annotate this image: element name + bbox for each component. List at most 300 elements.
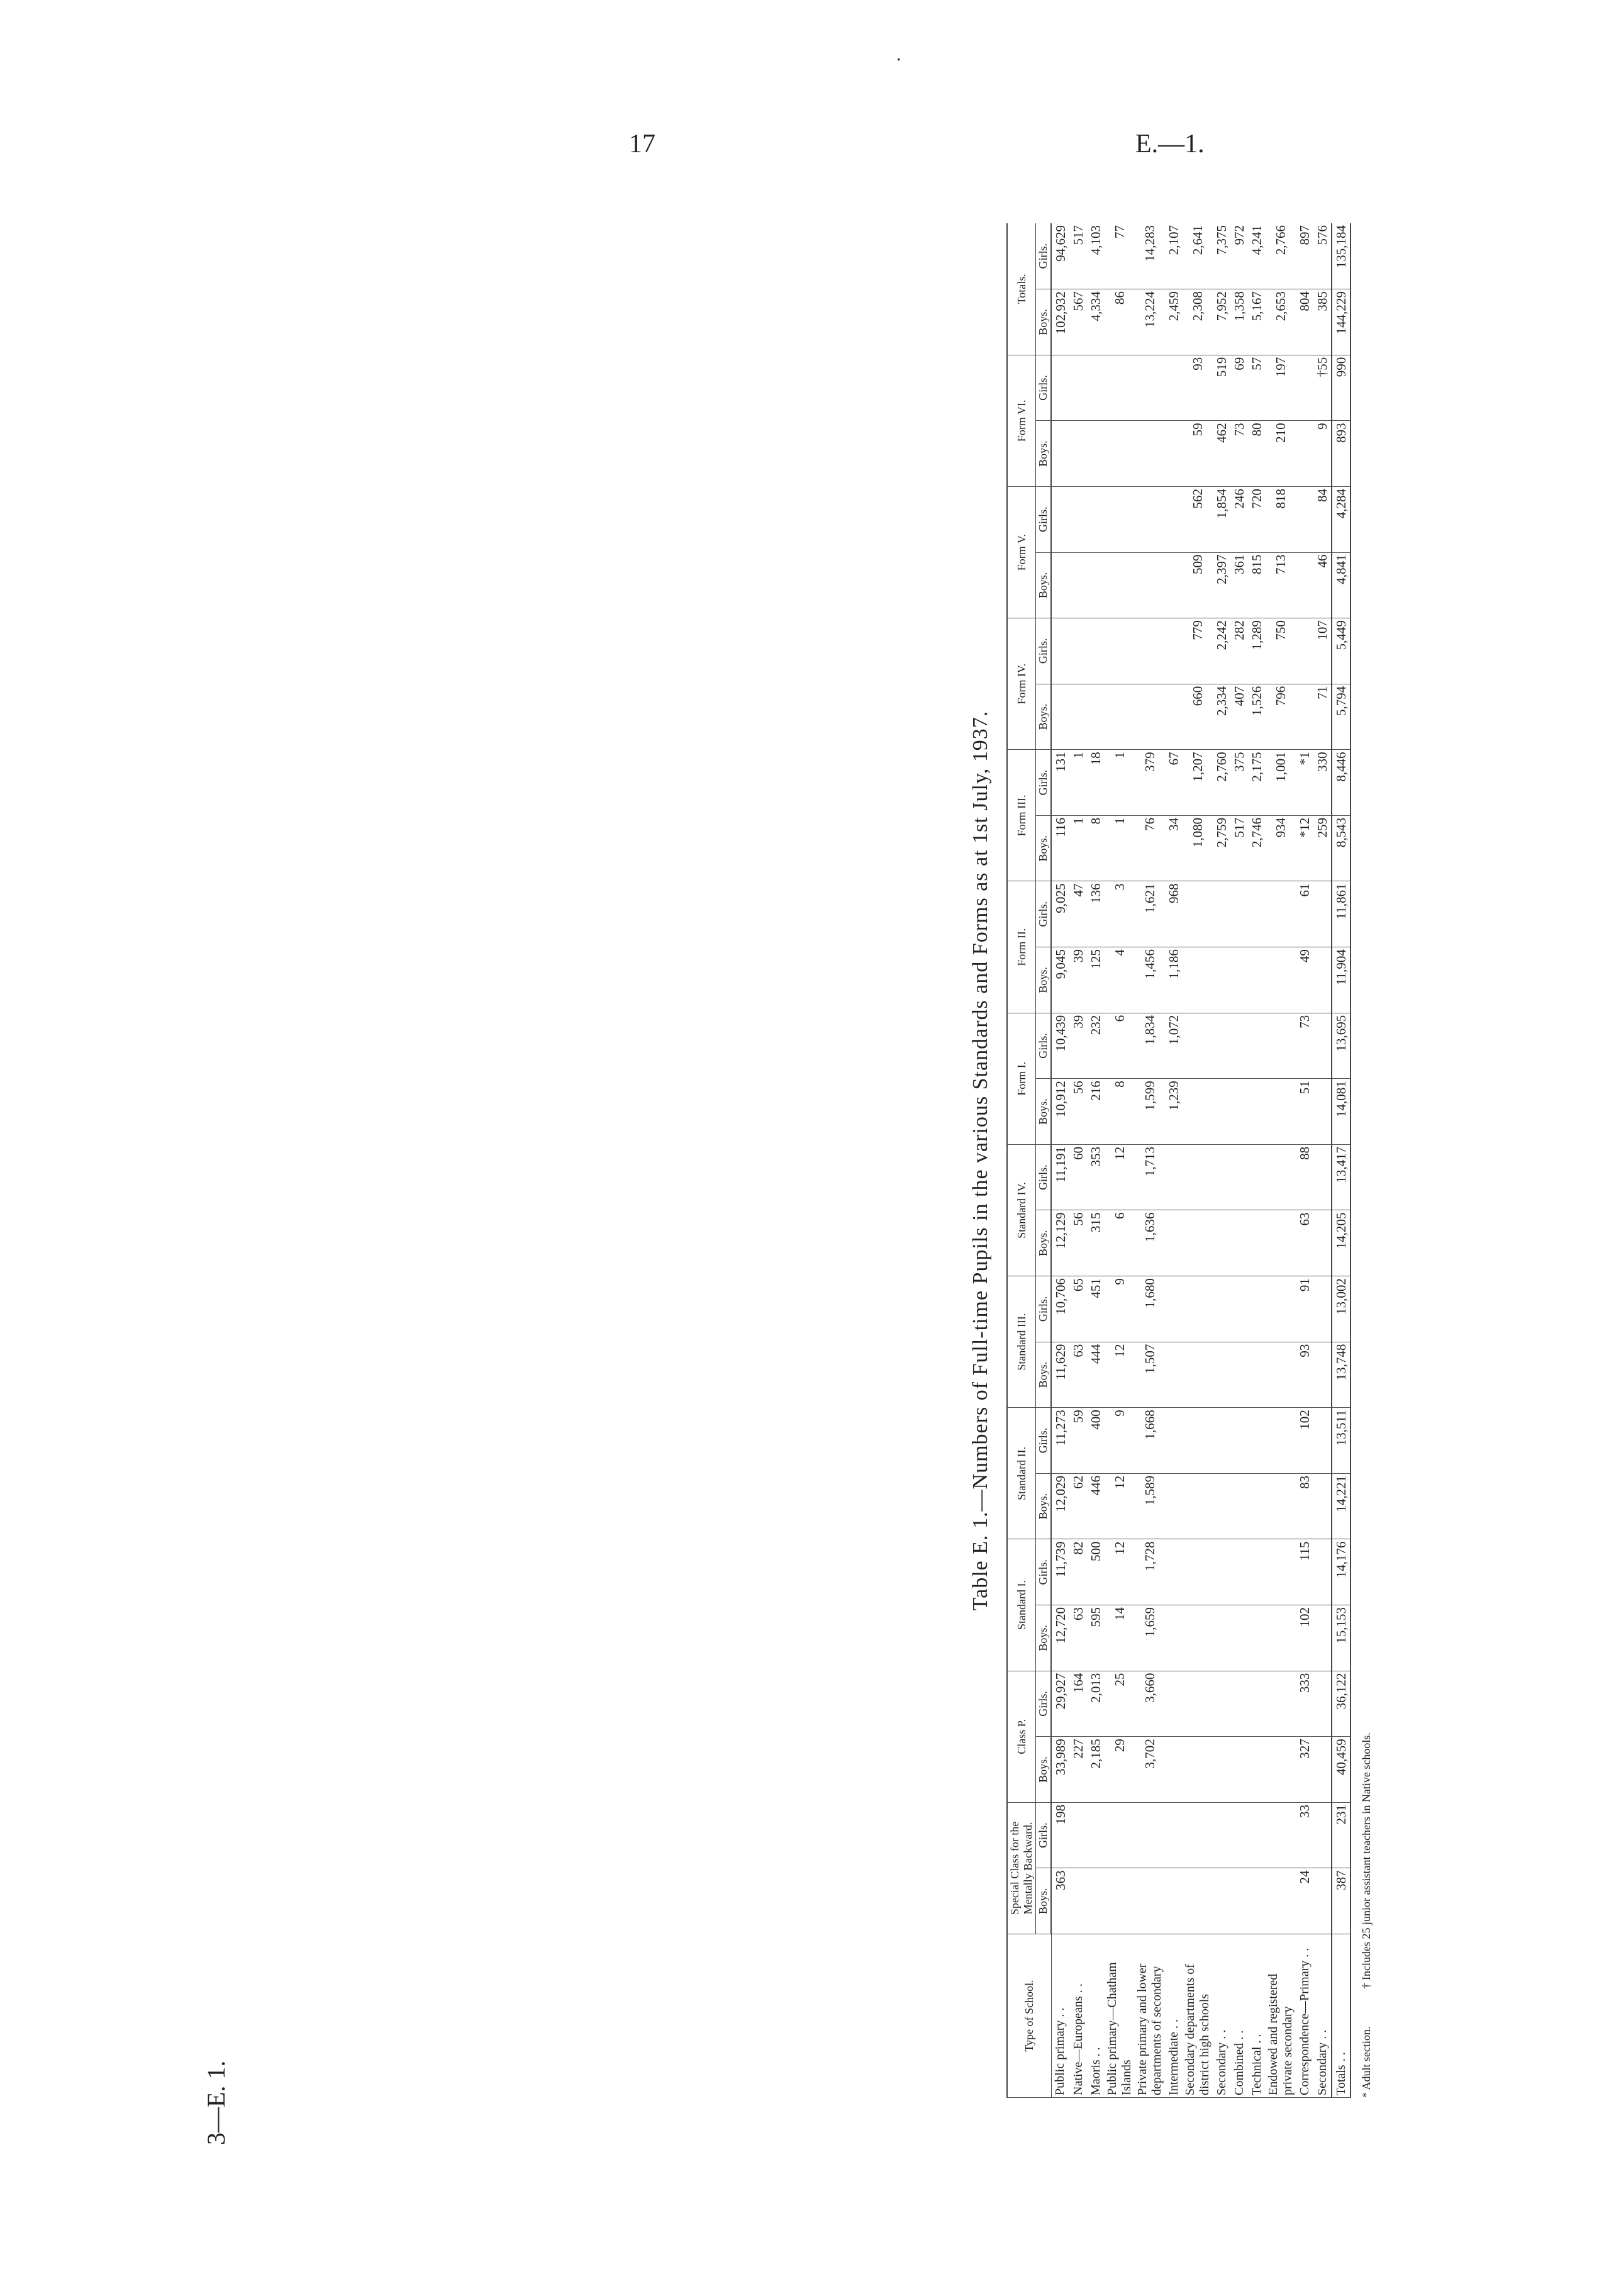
value-cell: 1,621	[1135, 881, 1165, 947]
value-cell: 972	[1230, 223, 1248, 289]
value-cell: 67	[1165, 750, 1183, 816]
table-body	[1051, 223, 1351, 2098]
value-cell: 25	[1105, 1671, 1135, 1737]
value-cell: 11,191	[1051, 1144, 1069, 1210]
school-type-cell: Technical . .	[1248, 1934, 1266, 2098]
school-type-cell: Native—Europeans . .	[1069, 1934, 1087, 2098]
value-cell: 6	[1105, 1210, 1135, 1276]
value-cell	[1165, 552, 1183, 618]
value-cell	[1069, 1868, 1087, 1934]
value-cell: 24	[1296, 1868, 1313, 1934]
page-code: E.—1.	[1135, 130, 1205, 159]
value-cell	[1313, 947, 1332, 1013]
value-cell: 93	[1183, 355, 1213, 421]
value-cell	[1313, 1539, 1332, 1605]
value-cell	[1313, 1276, 1332, 1342]
value-cell: 519	[1213, 355, 1230, 421]
value-cell	[1183, 1539, 1213, 1605]
table-row	[1183, 223, 1213, 2098]
value-cell: 282	[1230, 618, 1248, 684]
value-cell: 136	[1087, 881, 1105, 947]
value-cell: 63	[1296, 1210, 1313, 1276]
value-cell	[1051, 421, 1069, 487]
value-cell: 5,449	[1332, 618, 1351, 684]
page-number: 17	[629, 130, 655, 159]
girls-header: Girls.	[1036, 881, 1052, 947]
value-cell	[1266, 947, 1296, 1013]
value-cell	[1135, 684, 1165, 750]
value-cell: 1,713	[1135, 1144, 1165, 1210]
value-cell: 60	[1069, 1144, 1087, 1210]
value-cell: 69	[1230, 355, 1248, 421]
value-cell: 7,952	[1213, 289, 1230, 355]
value-cell	[1135, 552, 1165, 618]
value-cell: 51	[1296, 1079, 1313, 1145]
value-cell	[1183, 1737, 1213, 1803]
sub-header-row	[1036, 223, 1052, 2098]
group-header: Form III.	[1007, 750, 1036, 881]
value-cell: 8	[1087, 815, 1105, 881]
school-type-cell: Public primary . .	[1051, 1934, 1069, 2098]
boys-header: Boys.	[1036, 421, 1052, 487]
value-cell	[1051, 618, 1069, 684]
value-cell: 576	[1313, 223, 1332, 289]
value-cell: 3,702	[1135, 1737, 1165, 1803]
value-cell: 34	[1165, 815, 1183, 881]
value-cell	[1213, 1276, 1230, 1342]
value-cell	[1296, 355, 1313, 421]
value-cell: 12	[1105, 1342, 1135, 1408]
value-cell: 86	[1105, 289, 1135, 355]
value-cell: 246	[1230, 486, 1248, 552]
value-cell	[1313, 1210, 1332, 1276]
value-cell: 18	[1087, 750, 1105, 816]
value-cell: †55	[1313, 355, 1332, 421]
value-cell	[1183, 1408, 1213, 1474]
rotated-table-region	[969, 223, 1604, 2098]
value-cell: 1,239	[1165, 1079, 1183, 1145]
value-cell: 1,668	[1135, 1408, 1165, 1474]
value-cell	[1105, 355, 1135, 421]
value-cell: 3	[1105, 881, 1135, 947]
group-header: Class P.	[1007, 1671, 1036, 1802]
value-cell	[1296, 552, 1313, 618]
group-header: Standard IV.	[1007, 1144, 1036, 1276]
value-cell: 33,989	[1051, 1737, 1069, 1803]
value-cell	[1087, 618, 1105, 684]
value-cell	[1183, 1868, 1213, 1934]
value-cell: 12,029	[1051, 1473, 1069, 1539]
value-cell	[1248, 1079, 1266, 1145]
value-cell: 11,629	[1051, 1342, 1069, 1408]
value-cell: 4,334	[1087, 289, 1105, 355]
value-cell	[1230, 1342, 1248, 1408]
value-cell	[1165, 1342, 1183, 1408]
value-cell	[1087, 421, 1105, 487]
girls-header: Girls.	[1036, 1802, 1052, 1868]
boys-header: Boys.	[1036, 684, 1052, 750]
value-cell: 2,459	[1165, 289, 1183, 355]
value-cell: 1,001	[1266, 750, 1296, 816]
value-cell	[1230, 1671, 1248, 1737]
value-cell	[1213, 1013, 1230, 1079]
value-cell	[1135, 618, 1165, 684]
value-cell: 1,589	[1135, 1473, 1165, 1539]
value-cell	[1296, 421, 1313, 487]
value-cell	[1248, 1539, 1266, 1605]
value-cell	[1105, 618, 1135, 684]
value-cell: 11,273	[1051, 1408, 1069, 1474]
value-cell: 29,927	[1051, 1671, 1069, 1737]
value-cell: 1,680	[1135, 1276, 1165, 1342]
value-cell: 893	[1332, 421, 1351, 487]
value-cell	[1248, 1605, 1266, 1671]
value-cell: 13,748	[1332, 1342, 1351, 1408]
value-cell: 14,081	[1332, 1079, 1351, 1145]
table-row	[1213, 223, 1230, 2098]
value-cell	[1051, 552, 1069, 618]
value-cell	[1105, 684, 1135, 750]
value-cell	[1313, 1079, 1332, 1145]
value-cell: 15,153	[1332, 1605, 1351, 1671]
value-cell: 9	[1313, 421, 1332, 487]
school-type-cell: Correspondence—Primary . .	[1296, 1934, 1313, 2098]
value-cell	[1087, 684, 1105, 750]
value-cell: 10,912	[1051, 1079, 1069, 1145]
value-cell: 1,599	[1135, 1079, 1165, 1145]
type-header: Type of School.	[1007, 1934, 1051, 2098]
school-type-cell: Public primary—Chatham Islands	[1105, 1934, 1135, 2098]
value-cell	[1266, 1605, 1296, 1671]
value-cell	[1069, 618, 1087, 684]
value-cell: 46	[1313, 552, 1332, 618]
value-cell: 71	[1313, 684, 1332, 750]
boys-header: Boys.	[1036, 815, 1052, 881]
value-cell	[1266, 1868, 1296, 1934]
value-cell	[1105, 1868, 1135, 1934]
value-cell: 76	[1135, 815, 1165, 881]
value-cell: 39	[1069, 1013, 1087, 1079]
value-cell: 232	[1087, 1013, 1105, 1079]
girls-header: Girls.	[1036, 1144, 1052, 1210]
value-cell: 2,641	[1183, 223, 1213, 289]
value-cell: 135,184	[1332, 223, 1351, 289]
value-cell	[1183, 1671, 1213, 1737]
value-cell: 9	[1105, 1276, 1135, 1342]
value-cell: 517	[1230, 815, 1248, 881]
value-cell	[1248, 1473, 1266, 1539]
value-cell: 80	[1248, 421, 1266, 487]
value-cell	[1266, 1276, 1296, 1342]
value-cell	[1313, 1868, 1332, 1934]
value-cell	[1266, 1144, 1296, 1210]
value-cell	[1230, 1473, 1248, 1539]
value-cell: 9	[1105, 1408, 1135, 1474]
value-cell	[1165, 1868, 1183, 1934]
table-row	[1165, 223, 1183, 2098]
boys-header: Boys.	[1036, 1473, 1052, 1539]
value-cell	[1230, 1605, 1248, 1671]
value-cell	[1213, 1342, 1230, 1408]
value-cell	[1230, 1802, 1248, 1868]
value-cell	[1213, 947, 1230, 1013]
value-cell: 934	[1266, 815, 1296, 881]
value-cell	[1105, 421, 1135, 487]
value-cell	[1183, 1276, 1213, 1342]
value-cell	[1313, 1802, 1332, 1868]
value-cell: 462	[1213, 421, 1230, 487]
value-cell: 82	[1069, 1539, 1087, 1605]
value-cell: 1,854	[1213, 486, 1230, 552]
value-cell: *1	[1296, 750, 1313, 816]
value-cell	[1248, 947, 1266, 1013]
value-cell: 14	[1105, 1605, 1135, 1671]
value-cell: 509	[1183, 552, 1213, 618]
value-cell	[1248, 1210, 1266, 1276]
school-type-cell: Secondary departments of district high schools	[1183, 1934, 1213, 2098]
value-cell: 56	[1069, 1079, 1087, 1145]
value-cell: 2,760	[1213, 750, 1230, 816]
value-cell	[1313, 1671, 1332, 1737]
value-cell	[1087, 552, 1105, 618]
value-cell	[1165, 1605, 1183, 1671]
value-cell	[1296, 486, 1313, 552]
value-cell: 107	[1313, 618, 1332, 684]
value-cell	[1105, 486, 1135, 552]
value-cell	[1248, 1868, 1266, 1934]
value-cell	[1069, 486, 1087, 552]
value-cell: 2,308	[1183, 289, 1213, 355]
value-cell: 361	[1230, 552, 1248, 618]
boys-header: Boys.	[1036, 1868, 1052, 1934]
value-cell	[1105, 1802, 1135, 1868]
table-row	[1230, 223, 1248, 2098]
value-cell: 968	[1165, 881, 1183, 947]
group-header: Form V.	[1007, 486, 1036, 618]
value-cell: 1,358	[1230, 289, 1248, 355]
value-cell: 63	[1069, 1342, 1087, 1408]
school-type-cell: Maoris . .	[1087, 1934, 1105, 2098]
value-cell: 444	[1087, 1342, 1105, 1408]
value-cell	[1051, 486, 1069, 552]
value-cell	[1313, 881, 1332, 947]
value-cell: 7,375	[1213, 223, 1230, 289]
value-cell: 517	[1069, 223, 1087, 289]
table-row	[1069, 223, 1087, 2098]
school-type-cell: Totals . .	[1332, 1934, 1351, 2098]
value-cell: 9,045	[1051, 947, 1069, 1013]
value-cell: 750	[1266, 618, 1296, 684]
value-cell	[1105, 552, 1135, 618]
value-cell: 12,720	[1051, 1605, 1069, 1671]
value-cell: 73	[1296, 1013, 1313, 1079]
value-cell: 796	[1266, 684, 1296, 750]
value-cell: 1,289	[1248, 618, 1266, 684]
value-cell	[1213, 1802, 1230, 1868]
value-cell: 2,759	[1213, 815, 1230, 881]
value-cell	[1213, 881, 1230, 947]
value-cell	[1165, 1276, 1183, 1342]
value-cell	[1213, 1868, 1230, 1934]
value-cell	[1135, 421, 1165, 487]
value-cell	[1213, 1144, 1230, 1210]
table-row	[1296, 223, 1313, 2098]
value-cell: 14,221	[1332, 1473, 1351, 1539]
value-cell	[1165, 1737, 1183, 1803]
value-cell: 327	[1296, 1737, 1313, 1803]
value-cell: 144,229	[1332, 289, 1351, 355]
value-cell	[1230, 1737, 1248, 1803]
girls-header: Girls.	[1036, 355, 1052, 421]
value-cell: 216	[1087, 1079, 1105, 1145]
value-cell: 2,107	[1165, 223, 1183, 289]
value-cell	[1248, 1737, 1266, 1803]
boys-header: Boys.	[1036, 1737, 1052, 1803]
girls-header: Girls.	[1036, 750, 1052, 816]
table-title: Table E. 1.—Numbers of Full-time Pupils in the various Standards and Forms as at 1st July, 1937.	[969, 710, 992, 1611]
value-cell	[1135, 355, 1165, 421]
value-cell	[1266, 1802, 1296, 1868]
value-cell: 57	[1248, 355, 1266, 421]
value-cell	[1248, 1802, 1266, 1868]
value-cell: 375	[1230, 750, 1248, 816]
value-cell	[1135, 1802, 1165, 1868]
value-cell: 47	[1069, 881, 1087, 947]
value-cell: 102	[1296, 1408, 1313, 1474]
value-cell	[1213, 1473, 1230, 1539]
totals-row	[1332, 223, 1351, 2098]
value-cell	[1230, 1079, 1248, 1145]
value-cell: 2,185	[1087, 1737, 1105, 1803]
value-cell: 2,013	[1087, 1671, 1105, 1737]
boys-header: Boys.	[1036, 1605, 1052, 1671]
value-cell: 33	[1296, 1802, 1313, 1868]
value-cell	[1069, 1802, 1087, 1868]
value-cell: 63	[1069, 1605, 1087, 1671]
girls-header: Girls.	[1036, 486, 1052, 552]
value-cell: 567	[1069, 289, 1087, 355]
value-cell	[1248, 1276, 1266, 1342]
value-cell: 1,207	[1183, 750, 1213, 816]
group-header: Form II.	[1007, 881, 1036, 1013]
table-row	[1051, 223, 1069, 2098]
footnote: † Includes 25 junior assistant teachers in Native schools.	[1360, 1732, 1373, 1989]
value-cell: 8,446	[1332, 750, 1351, 816]
group-header: Standard I.	[1007, 1539, 1036, 1671]
table-row	[1248, 223, 1266, 2098]
value-cell	[1183, 1079, 1213, 1145]
value-cell	[1183, 1802, 1213, 1868]
value-cell: 49	[1296, 947, 1313, 1013]
value-cell	[1165, 684, 1183, 750]
value-cell	[1087, 486, 1105, 552]
group-header: Form I.	[1007, 1013, 1036, 1144]
value-cell: 779	[1183, 618, 1213, 684]
value-cell	[1213, 1408, 1230, 1474]
value-cell	[1069, 552, 1087, 618]
value-cell: 2,397	[1213, 552, 1230, 618]
value-cell	[1183, 1013, 1213, 1079]
value-cell	[1183, 1210, 1213, 1276]
value-cell: 1,507	[1135, 1342, 1165, 1408]
girls-header: Girls.	[1036, 618, 1052, 684]
group-header: Form IV.	[1007, 618, 1036, 750]
value-cell: 59	[1069, 1408, 1087, 1474]
value-cell	[1266, 1342, 1296, 1408]
value-cell	[1313, 1473, 1332, 1539]
value-cell	[1165, 1539, 1183, 1605]
value-cell: 1,080	[1183, 815, 1213, 881]
value-cell	[1230, 1539, 1248, 1605]
value-cell: 13,695	[1332, 1013, 1351, 1079]
value-cell: 2,653	[1266, 289, 1296, 355]
boys-header: Boys.	[1036, 947, 1052, 1013]
value-cell	[1313, 1013, 1332, 1079]
value-cell	[1183, 1605, 1213, 1671]
value-cell: 14,283	[1135, 223, 1165, 289]
value-cell: 8,543	[1332, 815, 1351, 881]
value-cell	[1248, 881, 1266, 947]
value-cell: 39	[1069, 947, 1087, 1013]
value-cell	[1051, 684, 1069, 750]
value-cell: 77	[1105, 223, 1135, 289]
value-cell	[1266, 1737, 1296, 1803]
value-cell: 387	[1332, 1868, 1351, 1934]
value-cell: 210	[1266, 421, 1296, 487]
value-cell	[1313, 1342, 1332, 1408]
value-cell: 29	[1105, 1737, 1135, 1803]
value-cell: 40,459	[1332, 1737, 1351, 1803]
value-cell	[1248, 1671, 1266, 1737]
footnotes	[1360, 223, 1373, 2098]
value-cell	[1266, 881, 1296, 947]
value-cell: 59	[1183, 421, 1213, 487]
value-cell: 363	[1051, 1868, 1069, 1934]
school-type-cell: Private primary and lower departments of secondary	[1135, 1934, 1165, 2098]
value-cell: 231	[1332, 1802, 1351, 1868]
value-cell: 115	[1296, 1539, 1313, 1605]
value-cell: 4	[1105, 947, 1135, 1013]
value-cell	[1213, 1210, 1230, 1276]
school-type-cell: Intermediate . .	[1165, 1934, 1183, 2098]
group-header: Form VI.	[1007, 355, 1036, 486]
value-cell	[1087, 1868, 1105, 1934]
value-cell	[1313, 1605, 1332, 1671]
value-cell	[1230, 1868, 1248, 1934]
value-cell: 720	[1248, 486, 1266, 552]
value-cell: 11,861	[1332, 881, 1351, 947]
value-cell: 1,526	[1248, 684, 1266, 750]
table-row	[1135, 223, 1165, 2098]
boys-header: Boys.	[1036, 1342, 1052, 1408]
value-cell	[1266, 1210, 1296, 1276]
boys-header: Boys.	[1036, 1079, 1052, 1145]
value-cell: 379	[1135, 750, 1165, 816]
group-header: Totals.	[1007, 223, 1036, 355]
value-cell	[1183, 1473, 1213, 1539]
value-cell: 13,224	[1135, 289, 1165, 355]
value-cell	[1266, 1539, 1296, 1605]
value-cell: 1,072	[1165, 1013, 1183, 1079]
value-cell	[1248, 1013, 1266, 1079]
value-cell: 10,439	[1051, 1013, 1069, 1079]
value-cell: 13,002	[1332, 1276, 1351, 1342]
girls-header: Girls.	[1036, 1276, 1052, 1342]
value-cell: 11,739	[1051, 1539, 1069, 1605]
value-cell: 12,129	[1051, 1210, 1069, 1276]
value-cell	[1296, 618, 1313, 684]
value-cell	[1213, 1605, 1230, 1671]
